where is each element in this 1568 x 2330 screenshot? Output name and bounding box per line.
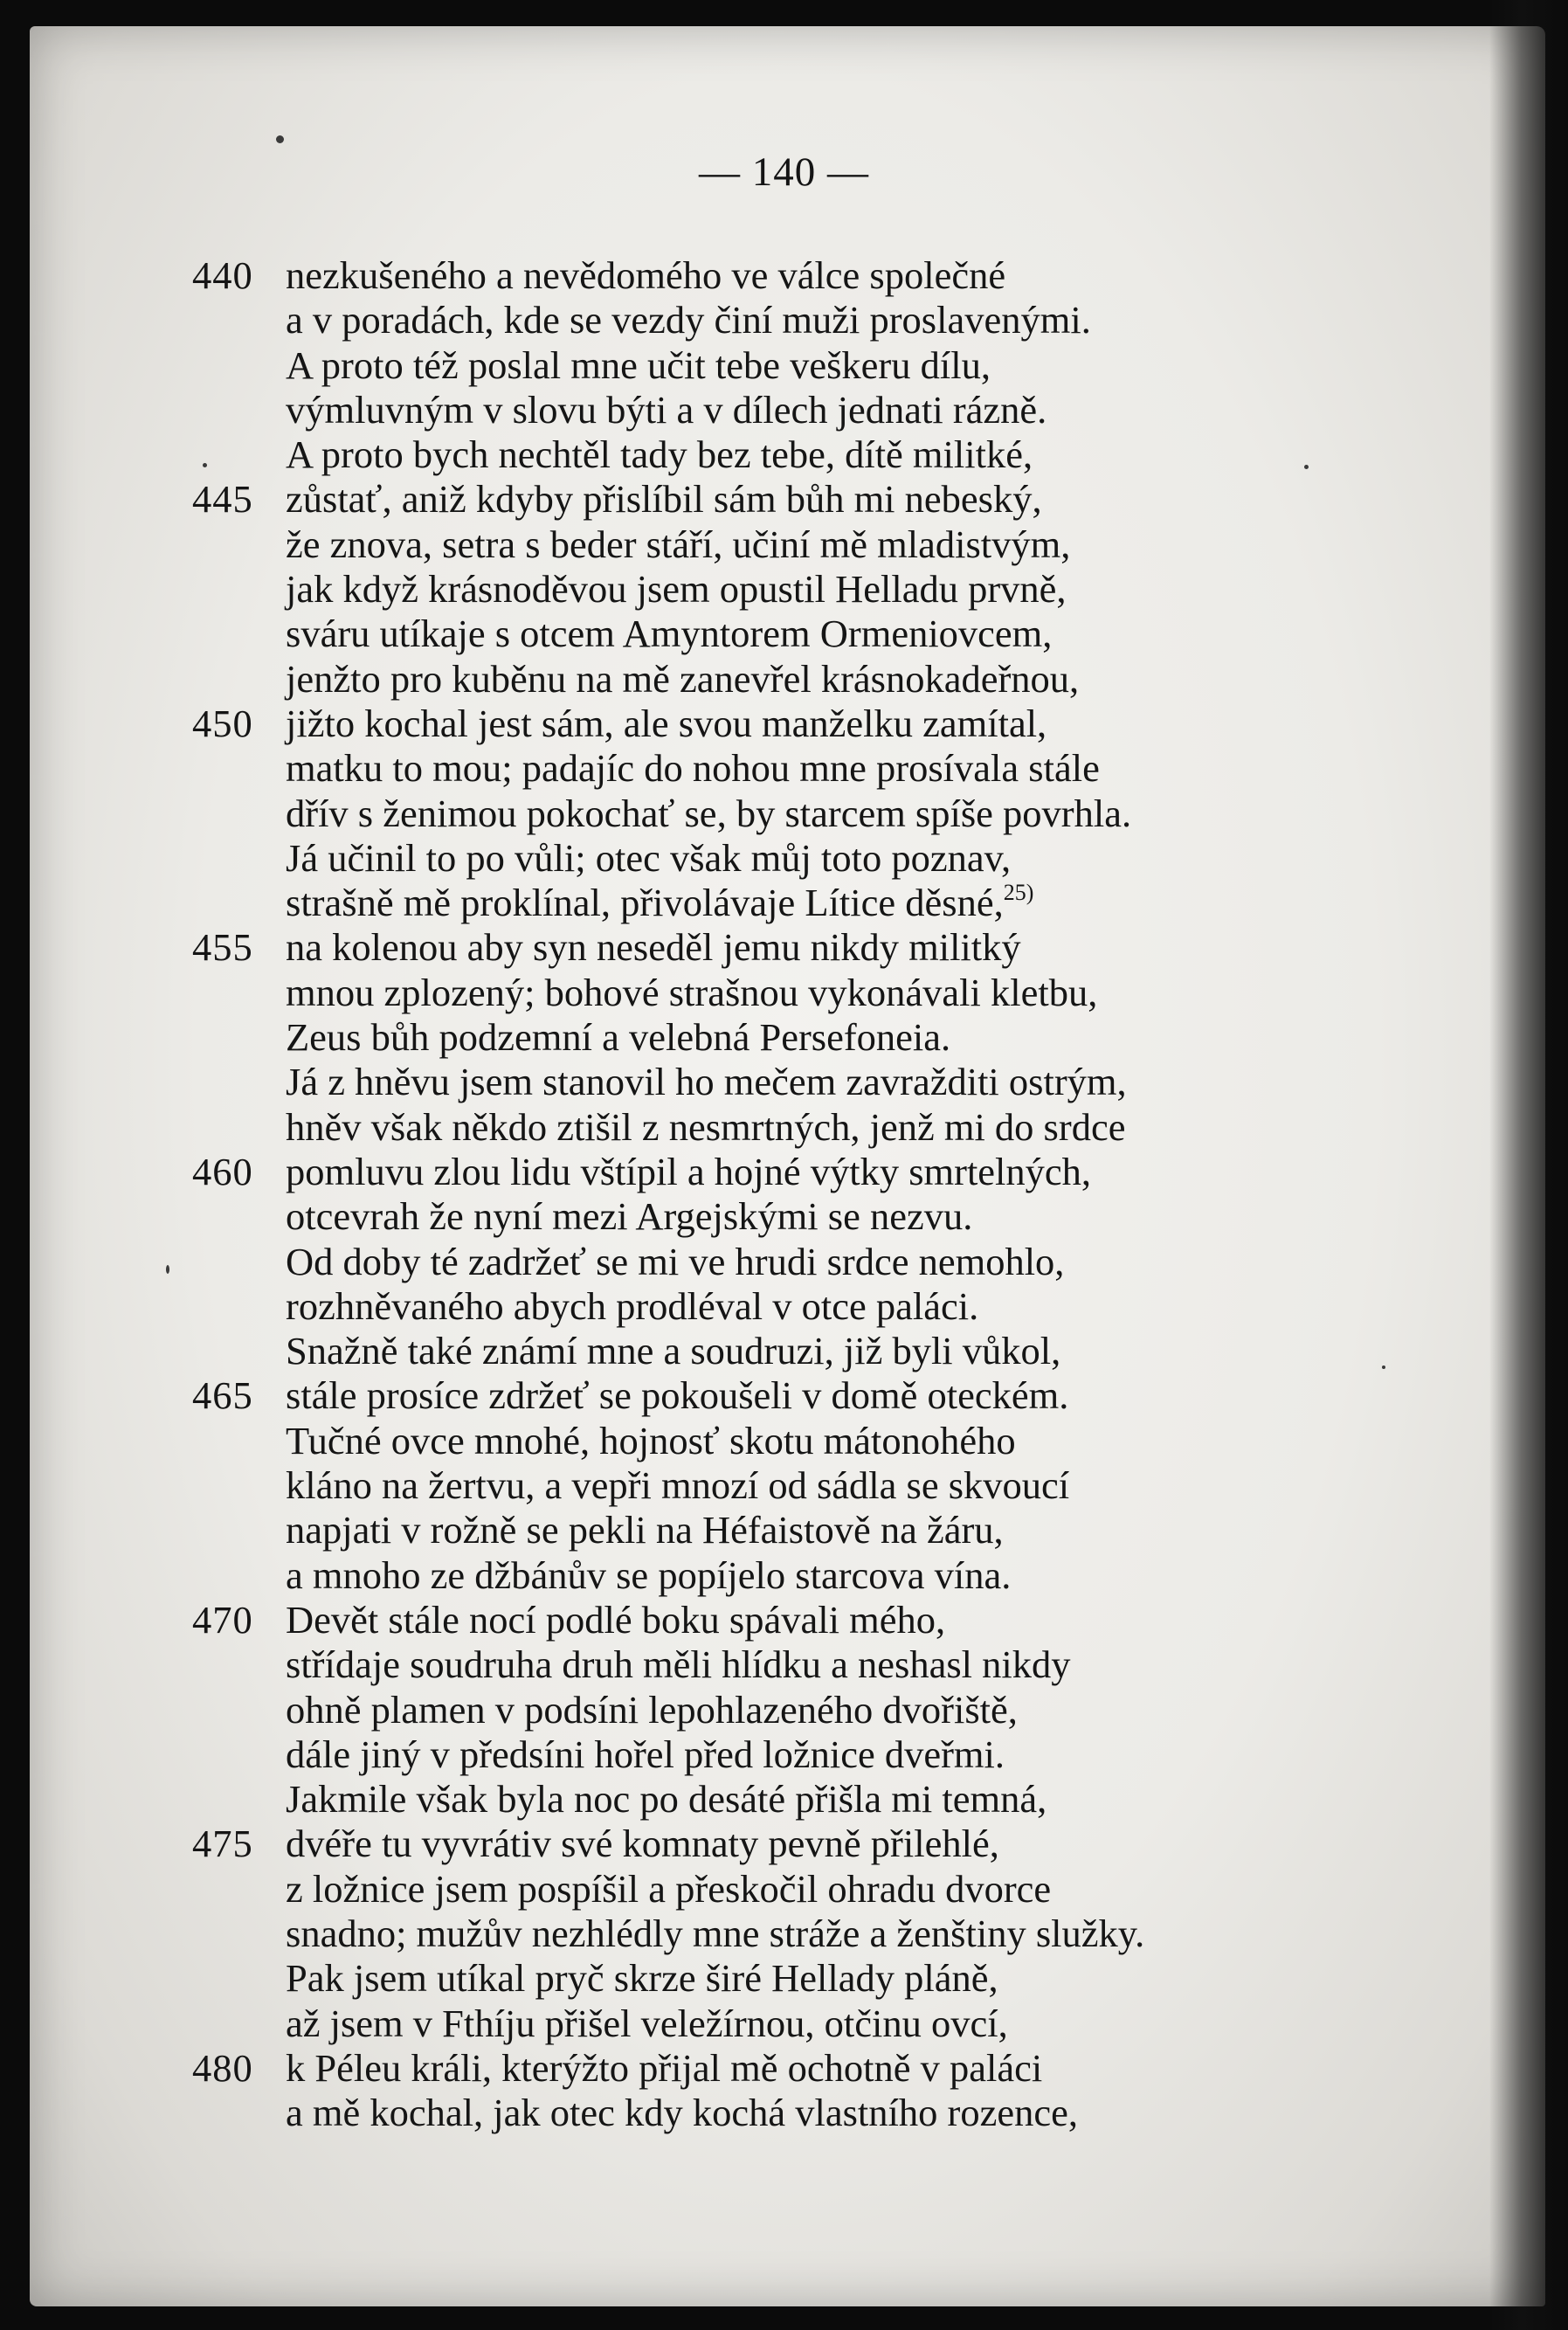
verse-line-text: Od doby té zadržeť se mi ve hrudi srdce nemohlo,	[286, 1239, 1065, 1283]
verse-line-text: pomluvu zlou lidu vštípil a hojné výtky smrtelných,	[286, 1149, 1092, 1193]
verse-line-text: dále jiný v předsíni hořel před ložnice dveřmi.	[286, 1732, 1005, 1776]
verse-line	[192, 657, 1363, 702]
verse-line	[192, 925, 1363, 970]
verse-line-text: a mnoho ze džbánův se popíjelo starcova vína.	[286, 1552, 1012, 1597]
verse-line	[192, 1867, 1363, 1912]
verse-line-number: 465	[192, 1373, 253, 1418]
ink-speck	[276, 135, 284, 143]
verse-line	[192, 432, 1363, 477]
verse-line	[192, 1956, 1363, 2001]
verse-line	[192, 1822, 1363, 1866]
verse-line	[192, 298, 1363, 342]
verse-line-text: na kolenou aby syn neseděl jemu nikdy militký	[286, 925, 1021, 970]
verse-line-text: jenžto pro kuběnu na mě zanevřel krásnokadeřnou,	[286, 656, 1080, 701]
verse-line-text: jižto kochal jest sám, ale svou manželku zamítal,	[286, 701, 1047, 745]
verse-line-text: Snažně také známí mne a soudruzi, již byli vůkol,	[286, 1329, 1061, 1373]
verse-line-text: Tučné ovce mnohé, hojnosť skotu mátonohého	[286, 1418, 1016, 1462]
verse-line	[192, 477, 1363, 522]
verse-line-text: Pak jsem utíkal pryč skrze širé Hellady pláně,	[286, 1956, 998, 2001]
verse-line-text: až jsem v Fthíju přišel veležírnou, otčinu ovcí,	[286, 2001, 1008, 2045]
verse-line-number: 445	[192, 477, 253, 522]
verse-line	[192, 1508, 1363, 1552]
verse-line	[192, 1912, 1363, 1956]
verse-line-text: výmluvným v slovu býti a v dílech jednati rázně.	[286, 387, 1047, 432]
verse-line	[192, 1060, 1363, 1104]
verse-line-number: 460	[192, 1149, 253, 1193]
verse-line-text: jak když krásnoděvou jsem opustil Helladu prvně,	[286, 567, 1067, 612]
verse-line-text: matku to mou; padajíc do nohou mne prosívala stále	[286, 746, 1100, 791]
verse-line	[192, 1463, 1363, 1508]
verse-line	[192, 2002, 1363, 2046]
verse-line	[192, 1419, 1363, 1463]
verse-line	[192, 1553, 1363, 1598]
verse-line	[192, 1015, 1363, 1060]
verse-line-text: strašně mě proklínal, přivolávaje Lítice děsné,	[286, 881, 1004, 925]
verse-line	[192, 1688, 1363, 1732]
verse-line	[192, 1150, 1363, 1194]
verse-line-text: A proto též poslal mne učit tebe veškeru dílu,	[286, 342, 991, 387]
verse-line-text: mnou zplozený; bohové strašnou vykonávali kletbu,	[286, 970, 1098, 1014]
verse-line-number: 450	[192, 701, 253, 745]
verse-line-number: 475	[192, 1822, 253, 1866]
verse-line-text: sváru utíkaje s otcem Amyntorem Ormeniovcem,	[286, 612, 1053, 656]
verse-line-text: k Péleu králi, kterýžto přijal mě ochotně v paláci	[286, 2045, 1043, 2090]
verse-line	[192, 792, 1363, 836]
verse-line-text: Zeus bůh podzemní a velebná Persefoneia.	[286, 1015, 951, 1060]
verse-line-text: ohně plamen v podsíni lepohlazeného dvořiště,	[286, 1687, 1018, 1732]
ink-speck	[166, 1265, 169, 1274]
ink-speck	[1382, 1366, 1385, 1369]
verse-line	[192, 1777, 1363, 1822]
verse-line-text: a v poradách, kde se vezdy činí muži proslavenými.	[286, 298, 1091, 342]
verse-line	[192, 2091, 1363, 2135]
verse-line	[192, 702, 1363, 746]
verse-line	[192, 836, 1363, 881]
verse-line-text: kláno na žertvu, a vepři mnozí od sádla se skvoucí	[286, 1463, 1070, 1508]
verse-line-text: otcevrah že nyní mezi Argejskými se nezvu.	[286, 1194, 973, 1239]
verse-line-number: 470	[192, 1597, 253, 1642]
verse-line-text: a mě kochal, jak otec kdy kochá vlastního rozence,	[286, 2091, 1078, 2135]
verse-line-text: rozhněvaného abych prodléval v otce paláci.	[286, 1283, 979, 1328]
verse-line-number: 440	[192, 253, 253, 297]
verse-line-text: Já učinil to po vůli; otec však můj toto poznav,	[286, 835, 1012, 880]
verse-line-text: nezkušeného a nevědomého ve válce společné	[286, 253, 1006, 297]
verse-line	[192, 612, 1363, 656]
verse-line-number: 455	[192, 925, 253, 970]
verse-line	[192, 1329, 1363, 1373]
verse-line	[192, 1284, 1363, 1329]
verse-line	[192, 1373, 1363, 1418]
page-edge-shadow	[1489, 0, 1568, 2330]
verse-line	[192, 1194, 1363, 1239]
page-number: — 140 —	[699, 149, 869, 195]
verse-line-text: Jakmile však byla noc po desáté přišla mi temná,	[286, 1777, 1047, 1822]
verse-line	[192, 522, 1363, 567]
verse-line-text: střídaje soudruha druh měli hlídku a neshasl nikdy	[286, 1642, 1071, 1687]
footnote-reference: 25)	[1003, 880, 1034, 906]
verse-line	[192, 567, 1363, 612]
verse-line	[192, 881, 1363, 925]
verse-line	[192, 1598, 1363, 1642]
verse-line-text: hněv však někdo ztišil z nesmrtných, jenž mi do srdce	[286, 1104, 1126, 1149]
verse-line-text: Devět stále nocí podlé boku spávali mého,	[286, 1597, 946, 1642]
verse-line	[192, 1240, 1363, 1284]
verse-line-text: A proto bych nechtěl tady bez tebe, dítě militké,	[286, 432, 1033, 477]
verse-line-text: že znova, setra s beder stáří, učiní mě mladistvým,	[286, 522, 1071, 566]
verse-line	[192, 1732, 1363, 1777]
verse-line-text: napjati v rožně se pekli na Héfaistově na žáru,	[286, 1508, 1004, 1552]
verse-line	[192, 2046, 1363, 2091]
poem-text	[192, 253, 1363, 2135]
verse-line-text: z ložnice jsem pospíšil a přeskočil ohradu dvorce	[286, 1866, 1052, 1911]
footnote-wrapper	[1004, 881, 1034, 924]
verse-line	[192, 1105, 1363, 1150]
verse-line-text: stále prosíce zdržeť se pokoušeli v domě oteckém.	[286, 1373, 1069, 1418]
verse-line-text: zůstať, aniž kdyby přislíbil sám bůh mi nebeský,	[286, 477, 1042, 522]
verse-line	[192, 388, 1363, 432]
verse-line	[192, 1642, 1363, 1687]
verse-line-text: Já z hněvu jsem stanovil ho mečem zavražditi ostrým,	[286, 1060, 1127, 1104]
verse-line	[192, 746, 1363, 791]
verse-line	[192, 253, 1363, 298]
verse-line-text: dřív s ženimou pokochať se, by starcem spíše povrhla.	[286, 791, 1132, 835]
verse-line-number: 480	[192, 2045, 253, 2090]
verse-line	[192, 343, 1363, 388]
verse-line-text: dvéře tu vyvrátiv své komnaty pevně přilehlé,	[286, 1822, 999, 1866]
verse-line	[192, 971, 1363, 1015]
verse-line-text: snadno; mužův nezhlédly mne stráže a ženštiny služky.	[286, 1911, 1145, 1955]
